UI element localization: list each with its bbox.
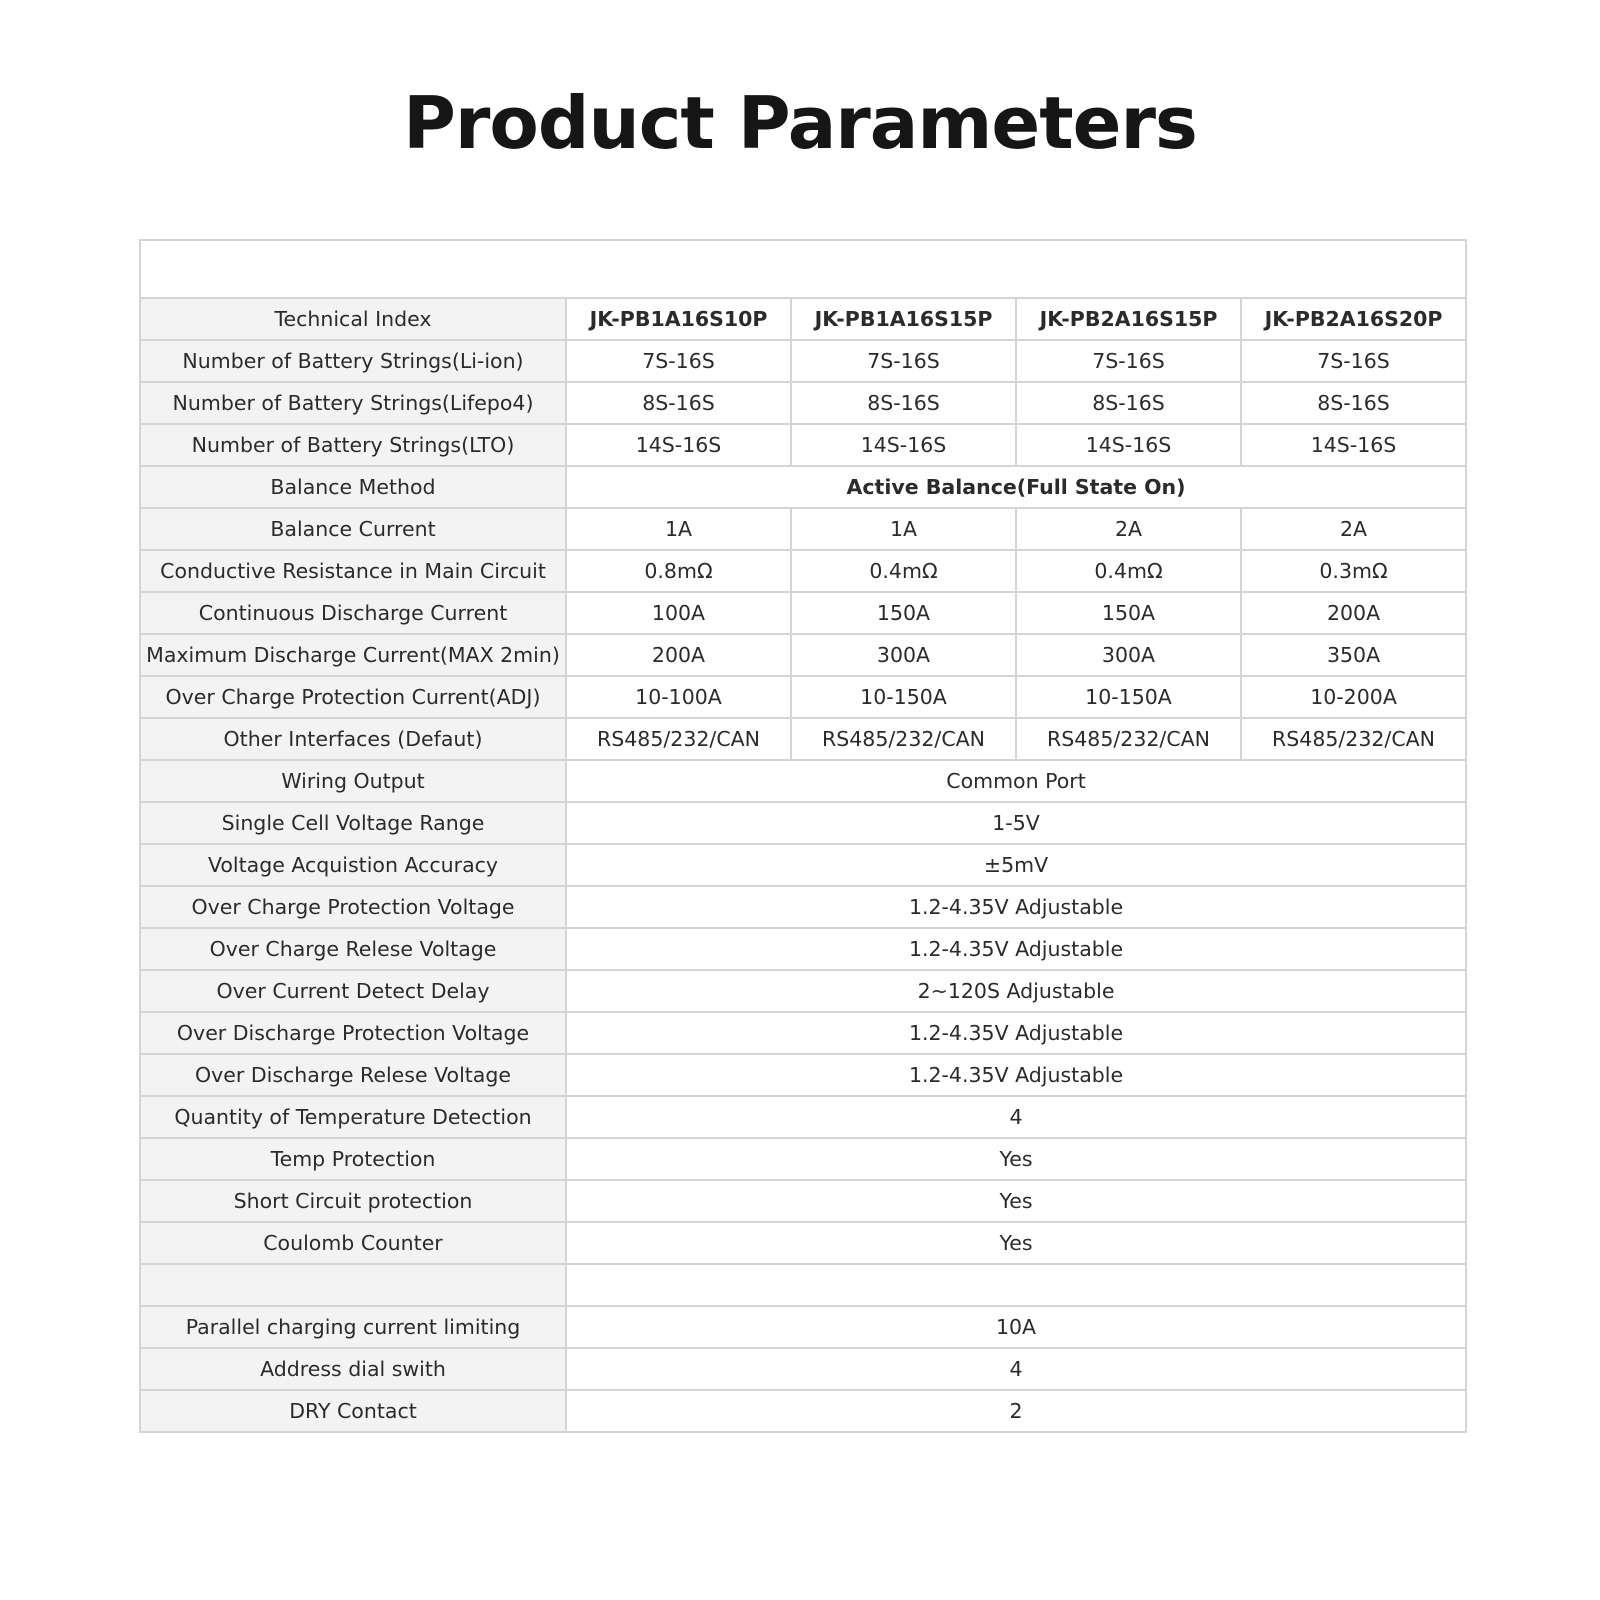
parameter-label-cell: Over Charge Protection Voltage — [140, 886, 566, 928]
parameter-value-cell: 2A — [1016, 508, 1241, 550]
parameter-label-cell: Parallel charging current limiting — [140, 1306, 566, 1348]
model-header-cell: JK-PB2A16S15P — [1016, 298, 1241, 340]
parameter-value-cell: 14S-16S — [1016, 424, 1241, 466]
parameter-label-cell: Coulomb Counter — [140, 1222, 566, 1264]
parameter-label-cell: Single Cell Voltage Range — [140, 802, 566, 844]
parameter-merged-value-cell: Yes — [566, 1180, 1466, 1222]
parameter-value-cell: 300A — [1016, 634, 1241, 676]
parameter-merged-value-cell: 1.2-4.35V Adjustable — [566, 886, 1466, 928]
parameter-value-cell: RS485/232/CAN — [1016, 718, 1241, 760]
parameter-value-cell: 0.3mΩ — [1241, 550, 1466, 592]
model-header-cell: JK-PB1A16S10P — [566, 298, 791, 340]
parameter-label-cell: Continuous Discharge Current — [140, 592, 566, 634]
parameter-label-cell: Number of Battery Strings(Lifepo4) — [140, 382, 566, 424]
parameter-value-cell: 10-100A — [566, 676, 791, 718]
parameter-value-cell: 150A — [1016, 592, 1241, 634]
parameter-label-cell: Balance Current — [140, 508, 566, 550]
parameter-merged-value-cell: 1.2-4.35V Adjustable — [566, 1012, 1466, 1054]
parameter-value-cell: 10-150A — [1016, 676, 1241, 718]
blank-cell — [140, 240, 1466, 298]
parameter-label-cell: Temp Protection — [140, 1138, 566, 1180]
table-row — [140, 886, 1466, 928]
parameter-label-cell: Over Charge Protection Current(ADJ) — [140, 676, 566, 718]
parameter-value-cell: 7S-16S — [791, 340, 1016, 382]
parameter-label-cell: Balance Method — [140, 466, 566, 508]
table-row — [140, 1222, 1466, 1264]
parameter-value-cell: 7S-16S — [566, 340, 791, 382]
parameter-value-cell: 14S-16S — [791, 424, 1016, 466]
model-header-cell: JK-PB2A16S20P — [1241, 298, 1466, 340]
parameter-value-cell: 200A — [1241, 592, 1466, 634]
table-row — [140, 466, 1466, 508]
table-row — [140, 1054, 1466, 1096]
parameter-value-cell: 300A — [791, 634, 1016, 676]
table-row — [140, 592, 1466, 634]
table-row — [140, 802, 1466, 844]
table-row — [140, 508, 1466, 550]
table-row — [140, 844, 1466, 886]
table-row — [140, 1180, 1466, 1222]
parameter-value-cell: 0.4mΩ — [1016, 550, 1241, 592]
parameter-label-cell: Short Circuit protection — [140, 1180, 566, 1222]
parameter-value-cell: 7S-16S — [1241, 340, 1466, 382]
parameter-label-cell: Voltage Acquistion Accuracy — [140, 844, 566, 886]
parameter-value-cell: 7S-16S — [1016, 340, 1241, 382]
parameter-label-cell: Conductive Resistance in Main Circuit — [140, 550, 566, 592]
table-row — [140, 970, 1466, 1012]
parameter-merged-value-cell: ±5mV — [566, 844, 1466, 886]
parameter-merged-value-cell: 4 — [566, 1096, 1466, 1138]
parameter-value-cell: 8S-16S — [1016, 382, 1241, 424]
table-header-row — [140, 298, 1466, 340]
table-row — [140, 340, 1466, 382]
parameter-value-cell: RS485/232/CAN — [791, 718, 1016, 760]
model-header-cell: JK-PB1A16S15P — [791, 298, 1016, 340]
parameter-label-cell: Quantity of Temperature Detection — [140, 1096, 566, 1138]
parameter-merged-value-cell: 1-5V — [566, 802, 1466, 844]
parameter-merged-value-cell: 10A — [566, 1306, 1466, 1348]
parameter-value-cell: 1A — [791, 508, 1016, 550]
parameter-merged-value-cell: Yes — [566, 1138, 1466, 1180]
parameter-merged-value-cell: 2~120S Adjustable — [566, 970, 1466, 1012]
parameter-label-cell: Number of Battery Strings(Li-ion) — [140, 340, 566, 382]
parameter-label-cell: Wiring Output — [140, 760, 566, 802]
parameter-merged-value-cell: Active Balance(Full State On) — [566, 466, 1466, 508]
parameter-label-cell: Other Interfaces (Defaut) — [140, 718, 566, 760]
spec-table — [139, 239, 1467, 1433]
parameter-label-cell: Number of Battery Strings(LTO) — [140, 424, 566, 466]
parameter-label-cell: Address dial swith — [140, 1348, 566, 1390]
parameter-label-cell: Over Current Detect Delay — [140, 970, 566, 1012]
parameter-value-cell: 200A — [566, 634, 791, 676]
table-row — [140, 1012, 1466, 1054]
parameter-value-cell: 10-200A — [1241, 676, 1466, 718]
parameter-value-cell: 0.8mΩ — [566, 550, 791, 592]
parameter-value-cell: 350A — [1241, 634, 1466, 676]
parameter-merged-value-cell: 2 — [566, 1390, 1466, 1432]
table-row — [140, 676, 1466, 718]
parameter-value-cell: 2A — [1241, 508, 1466, 550]
table-row — [140, 718, 1466, 760]
parameter-value-cell: 100A — [566, 592, 791, 634]
parameter-value-cell: 8S-16S — [791, 382, 1016, 424]
parameter-value-cell: 150A — [791, 592, 1016, 634]
parameter-value-cell: 8S-16S — [566, 382, 791, 424]
parameter-value-cell: 1A — [566, 508, 791, 550]
parameter-merged-value-cell: Yes — [566, 1222, 1466, 1264]
table-blank-header — [140, 240, 1466, 298]
page-title: Product Parameters — [403, 81, 1197, 165]
table-row — [140, 1138, 1466, 1180]
table-row — [140, 760, 1466, 802]
header-label-cell: Technical Index — [140, 298, 566, 340]
table-row — [140, 1348, 1466, 1390]
parameter-value-cell: 14S-16S — [566, 424, 791, 466]
parameter-value-cell: 10-150A — [791, 676, 1016, 718]
table-row — [140, 1390, 1466, 1432]
parameter-value-cell: 14S-16S — [1241, 424, 1466, 466]
parameter-value-cell: RS485/232/CAN — [566, 718, 791, 760]
parameter-label-cell: Over Discharge Protection Voltage — [140, 1012, 566, 1054]
parameter-value-cell: 0.4mΩ — [791, 550, 1016, 592]
parameter-label-cell: Over Discharge Relese Voltage — [140, 1054, 566, 1096]
table-row — [140, 382, 1466, 424]
table-row — [140, 928, 1466, 970]
table-row — [140, 1096, 1466, 1138]
table-row — [140, 424, 1466, 466]
parameter-merged-value-cell: 1.2-4.35V Adjustable — [566, 928, 1466, 970]
table-row — [140, 550, 1466, 592]
table-row — [140, 1264, 1466, 1306]
parameter-label-cell: Over Charge Relese Voltage — [140, 928, 566, 970]
table-row — [140, 1306, 1466, 1348]
parameter-merged-value-cell — [566, 1264, 1466, 1306]
parameter-merged-value-cell: Common Port — [566, 760, 1466, 802]
parameter-label-cell: DRY Contact — [140, 1390, 566, 1432]
parameter-merged-value-cell: 1.2-4.35V Adjustable — [566, 1054, 1466, 1096]
parameter-label-cell — [140, 1264, 566, 1306]
parameter-merged-value-cell: 4 — [566, 1348, 1466, 1390]
table-row — [140, 634, 1466, 676]
parameter-value-cell: 8S-16S — [1241, 382, 1466, 424]
parameter-label-cell: Maximum Discharge Current(MAX 2min) — [140, 634, 566, 676]
parameter-value-cell: RS485/232/CAN — [1241, 718, 1466, 760]
